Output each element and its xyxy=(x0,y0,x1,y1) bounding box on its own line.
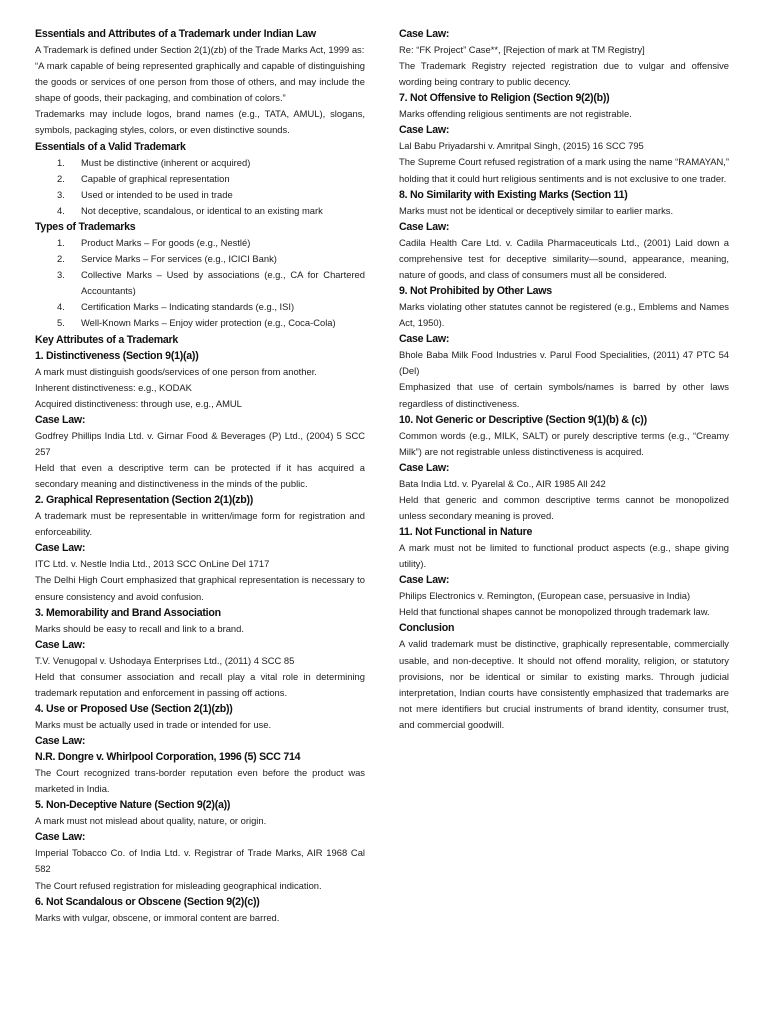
case-law-label: Case Law: xyxy=(399,220,450,233)
case-law-label: Case Law: xyxy=(399,333,450,346)
list-item: 4. Certification Marks – Indicating standards (e.g., ISI) xyxy=(57,301,295,313)
list-item: 2. Service Marks – For services (e.g., ICICI Bank) xyxy=(57,253,277,265)
case-citation: ITC Ltd. v. Nestle India Ltd., 2013 SCC OnLine Del 1717 xyxy=(35,558,270,570)
section-heading: 1. Distinctiveness (Section 9(1)(a)) xyxy=(35,349,199,362)
section-text: Inherent distinctiveness: e.g., KODAK xyxy=(35,381,192,393)
section-heading: 11. Not Functional in Nature xyxy=(399,526,533,539)
section-heading: 3. Memorability and Brand Association xyxy=(35,606,221,619)
section-text: Marks with vulgar, obscene, or immoral content are barred. xyxy=(35,911,280,923)
case-citation: Imperial Tobacco Co. of India Ltd. v. Registrar of Trade Marks, AIR 1968 Cal 582 xyxy=(35,847,365,875)
case-holding: Held that generic and common descriptive terms cannot be monopolized unless secondary meaning is proved. xyxy=(399,493,729,521)
case-law-label: Case Law: xyxy=(399,124,450,137)
conclusion-heading: Conclusion xyxy=(399,622,455,635)
section-text: Marks violating other statutes cannot be registered (e.g., Emblems and Names Act, 1950). xyxy=(399,301,729,329)
section-heading: 8. No Similarity with Existing Marks (Section 11) xyxy=(399,188,628,201)
section-text: Marks must not be identical or deceptively similar to earlier marks. xyxy=(399,204,674,216)
case-holding: The Supreme Court refused registration of a mark using the name “RAMAYAN,” holding that it could hurt religious sentiments and is not exclusive to one trader. xyxy=(399,156,729,184)
case-law-label: Case Law: xyxy=(35,638,86,651)
case-holding: The Court recognized trans-border reputation even before the product was marketed in India. xyxy=(35,767,365,795)
case-law-label: Case Law: xyxy=(35,413,86,426)
case-law-label: Case Law: xyxy=(399,574,450,587)
section-heading: 9. Not Prohibited by Other Laws xyxy=(399,285,552,298)
case-holding: Held that consumer association and recall play a vital role in determining trademark reputation and enforcement in passing off actions. xyxy=(35,670,365,698)
essentials-list xyxy=(35,155,365,219)
list-item: 4. Not deceptive, scandalous, or identical to an existing mark xyxy=(57,204,323,216)
section-text: Marks must be actually used in trade or intended for use. xyxy=(35,719,272,730)
types-list xyxy=(35,235,365,332)
left-column xyxy=(35,26,365,926)
section-text: Acquired distinctiveness: through use, e.g., AMUL xyxy=(35,397,242,409)
case-citation: Re: “FK Project” Case**, [Rejection of mark at TM Registry] xyxy=(399,44,645,55)
definition-examples: Trademarks may include logos, brand names (e.g., TATA, AMUL), slogans, symbols, packaging styles, colors, or even distinctive sounds. xyxy=(35,108,365,136)
case-citation: Bhole Baba Milk Food Industries v. Parul Food Specialities, (2011) 47 PTC 54 (Del) xyxy=(399,349,729,377)
section-text: Common words (e.g., MILK, SALT) or purely descriptive terms (e.g., “Creamy Milk”) are not registrable unless distinctiveness is acquired. xyxy=(399,429,729,457)
case-citation: Bata India Ltd. v. Pyarelal & Co., AIR 1985 All 242 xyxy=(399,477,606,489)
right-column xyxy=(399,26,729,733)
section-text: Marks offending religious sentiments are not registrable. xyxy=(399,108,632,120)
case-law-label: Case Law: xyxy=(35,831,86,844)
section-text: A mark must distinguish goods/services of one person from another. xyxy=(35,365,317,377)
case-holding: Held that even a descriptive term can be protected if it has acquired a secondary meaning and distinctiveness in the minds of the public. xyxy=(35,461,365,490)
definition-quote: “A mark capable of being represented graphically and capable of distinguishing the goods or services of one person from those of others, and may include the shape of goods, their packaging, and combination of colors.” xyxy=(35,60,365,104)
conclusion-text: A valid trademark must be distinctive, graphically representable, commercially usable, and non-deceptive. It should not offend morality, religion, or statutory provisions, nor be identical or similar to existing marks. Through judicial interpretation, Indian courts have consistently emphasized that trademarks are not mere identifiers but crucial instruments of brand identity, consumer trust, and commercial goodwill. xyxy=(399,638,729,730)
case-citation: N.R. Dongre v. Whirlpool Corporation, 1996 (5) SCC 714 xyxy=(35,751,301,764)
definition-intro: A Trademark is defined under Section 2(1)(zb) of the Trade Marks Act, 1999 as: xyxy=(35,44,365,55)
section-text: A mark must not mislead about quality, nature, or origin. xyxy=(35,815,267,827)
case-law-label: Case Law: xyxy=(399,28,450,40)
case-law-label: Case Law: xyxy=(35,735,86,748)
case-citation: Godfrey Phillips India Ltd. v. Girnar Food & Beverages (P) Ltd., (2004) 5 SCC 257 xyxy=(35,429,365,457)
case-holding: Held that functional shapes cannot be monopolized through trademark law. xyxy=(399,606,710,618)
section-heading: 7. Not Offensive to Religion (Section 9(2)(b)) xyxy=(399,92,610,105)
section-heading: 2. Graphical Representation (Section 2(1)(zb)) xyxy=(35,494,254,507)
document-title: Essentials and Attributes of a Trademark under Indian Law xyxy=(35,28,316,40)
case-citation: T.V. Venugopal v. Ushodaya Enterprises Ltd., (2011) 4 SCC 85 xyxy=(35,654,295,666)
case-holding: The Court refused registration for misleading geographical indication. xyxy=(35,879,322,891)
section-heading: 6. Not Scandalous or Obscene (Section 9(2)(c)) xyxy=(35,895,260,908)
case-law-label: Case Law: xyxy=(399,461,450,474)
section-heading: 5. Non-Deceptive Nature (Section 9(2)(a)) xyxy=(35,799,231,812)
section-text: Marks should be easy to recall and link to a brand. xyxy=(35,622,244,634)
list-item: 2. Capable of graphical representation xyxy=(57,172,230,184)
section-text: A trademark must be representable in written/image form for registration and enforceability. xyxy=(35,510,365,538)
list-item: 3. Collective Marks – Used by associations (e.g., CA for Chartered Accountants) xyxy=(57,269,365,297)
section-heading: 10. Not Generic or Descriptive (Section 9(1)(b) & (c)) xyxy=(399,413,647,426)
essentials-heading: Essentials of a Valid Trademark xyxy=(35,140,186,153)
case-citation: Lal Babu Priyadarshi v. Amritpal Singh, (2015) 16 SCC 795 xyxy=(399,140,644,152)
case-citation: Cadila Health Care Ltd. v. Cadila Pharmaceuticals Ltd., (2001) Laid down a comprehensive test for deceptive similarity—sound, appearance, meaning, nature of goods, and class of consumers must all be considered. xyxy=(399,236,729,280)
case-citation: Philips Electronics v. Remington, (European case, persuasive in India) xyxy=(399,590,691,602)
attributes-heading: Key Attributes of a Trademark xyxy=(35,333,179,346)
list-item: 5. Well-Known Marks – Enjoy wider protection (e.g., Coca-Cola) xyxy=(57,317,336,329)
section-heading: 4. Use or Proposed Use (Section 2(1)(zb)) xyxy=(35,703,233,715)
types-heading: Types of Trademarks xyxy=(35,220,136,233)
list-item: 1. Must be distinctive (inherent or acquired) xyxy=(57,156,251,168)
case-holding: Emphasized that use of certain symbols/names is barred by other laws regardless of distinctiveness. xyxy=(399,381,729,409)
case-holding: The Delhi High Court emphasized that graphical representation is necessary to ensure consistency and avoid confusion. xyxy=(35,574,365,602)
case-holding: The Trademark Registry rejected registration due to vulgar and offensive wording being contrary to public decency. xyxy=(399,60,729,88)
list-item: 3. Used or intended to be used in trade xyxy=(57,188,233,200)
section-text: A mark must not be limited to functional product aspects (e.g., shape giving utility). xyxy=(399,542,729,570)
list-item: 1. Product Marks – For goods (e.g., Nestlé) xyxy=(57,236,251,248)
case-law-label: Case Law: xyxy=(35,542,86,555)
